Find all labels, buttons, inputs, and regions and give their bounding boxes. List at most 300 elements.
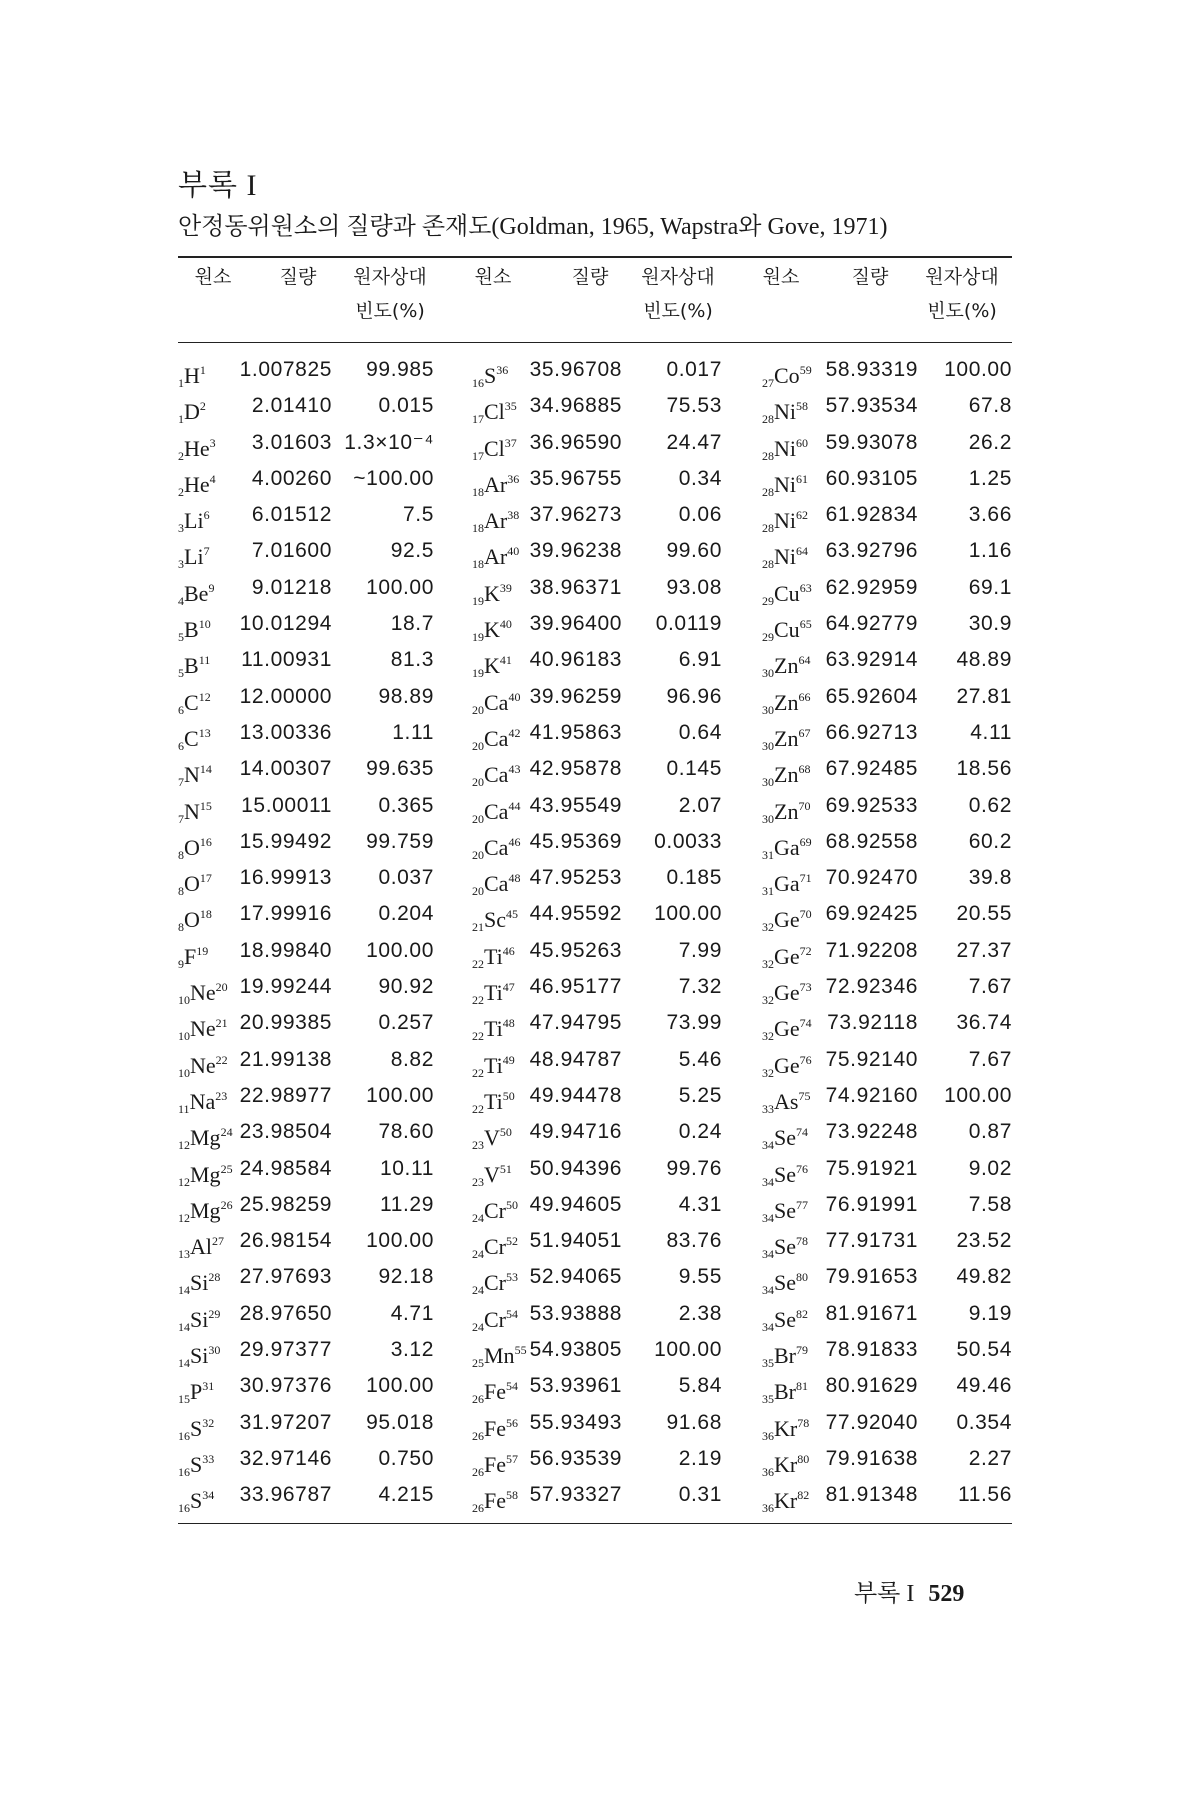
relative-abundance: 11.29 (380, 1192, 434, 1216)
table-row (178, 425, 1012, 461)
element-symbol: Ni (774, 435, 796, 461)
element-symbol: Ti (484, 943, 503, 969)
table-body (178, 352, 1012, 1514)
element-symbol: Cl (484, 399, 505, 425)
element-symbol: S (190, 1415, 203, 1441)
mass-number: 30 (208, 1343, 221, 1358)
mass-number: 64 (796, 544, 808, 559)
atomic-number: 16 (178, 1428, 190, 1443)
atomic-number: 30 (762, 702, 774, 717)
isotope-mass: 35.96755 (529, 466, 622, 490)
isotope-mass: 49.94716 (529, 1120, 622, 1144)
relative-abundance: 36.74 (956, 1011, 1012, 1035)
table-row (178, 570, 1012, 606)
isotope-mass: 39.96238 (529, 539, 622, 563)
element-symbol: Co (774, 363, 800, 388)
relative-abundance: 1.11 (392, 720, 434, 744)
element-symbol: Br (774, 1379, 796, 1405)
relative-abundance: 0.0119 (655, 612, 722, 636)
table-bottom-rule (178, 1523, 1012, 1524)
element-symbol: He (184, 471, 210, 497)
atomic-number: 19 (472, 666, 484, 681)
isotope-mass: 74.92160 (825, 1083, 918, 1107)
mass-number: 33 (202, 1451, 215, 1466)
mass-number: 63 (799, 580, 812, 595)
element-symbol: Ti (484, 1016, 503, 1042)
element-symbol: Se (774, 1306, 796, 1332)
table-row (178, 1259, 1012, 1298)
element-symbol: Ne (190, 1052, 216, 1078)
mass-number: 58 (796, 399, 808, 414)
relative-abundance: 0.037 (378, 866, 434, 890)
header-mass: 질량 (571, 266, 609, 288)
relative-abundance: 0.24 (678, 1120, 722, 1144)
atomic-number: 30 (762, 811, 774, 826)
table-row (178, 1441, 1012, 1477)
header-mass: 질량 (279, 266, 317, 288)
atomic-number: 29 (762, 593, 774, 608)
mass-number: 3 (209, 435, 216, 450)
element-symbol: S (190, 1488, 203, 1514)
isotope-mass: 1.007825 (239, 358, 332, 381)
relative-abundance: 0.015 (378, 394, 434, 418)
isotope-mass: 50.94396 (529, 1156, 622, 1180)
atomic-number: 20 (472, 738, 484, 753)
isotope-mass: 59.93078 (825, 430, 918, 454)
mass-number: 78 (797, 1415, 810, 1430)
isotope-mass: 44.95592 (529, 902, 622, 926)
element-symbol: Kr (774, 1488, 798, 1514)
header-element: 원소 (762, 266, 800, 288)
mass-number: 66 (798, 689, 811, 704)
relative-abundance: 99.759 (366, 829, 434, 853)
mass-number: 78 (796, 1234, 808, 1249)
table-row (178, 388, 1012, 427)
mass-number: 48 (502, 1016, 515, 1031)
atomic-number: 32 (762, 1029, 774, 1044)
atomic-number: 24 (472, 1247, 484, 1262)
element-symbol: Ga (774, 871, 800, 897)
atomic-number: 24 (472, 1283, 484, 1298)
mass-number: 2 (199, 399, 206, 414)
element-symbol: Ca (484, 689, 509, 715)
atomic-number: 32 (762, 993, 774, 1008)
isotope-mass: 40.96183 (529, 648, 622, 672)
element-symbol: Zn (774, 689, 799, 715)
atomic-number: 3 (178, 557, 184, 572)
atomic-number: 8 (178, 847, 184, 862)
mass-number: 42 (508, 725, 521, 740)
element-symbol: O (184, 871, 200, 897)
isotope-mass: 39.96259 (529, 684, 622, 708)
element-symbol: Si (190, 1270, 209, 1296)
mass-number: 23 (215, 1088, 228, 1103)
relative-abundance: 8.82 (390, 1047, 434, 1071)
isotope-mass: 20.99385 (239, 1011, 332, 1035)
isotope-mass: 64.92779 (825, 612, 918, 636)
atomic-number: 36 (762, 1428, 774, 1443)
isotope-mass: 6.01512 (251, 503, 332, 527)
relative-abundance: 100.00 (654, 902, 722, 926)
atomic-number: 2 (178, 484, 184, 499)
header-abundance-unit: 빈도(%) (355, 300, 425, 322)
isotope-mass: 77.92040 (825, 1410, 918, 1434)
mass-number: 46 (508, 834, 521, 849)
element-symbol: Ge (774, 1052, 800, 1078)
element-symbol: Li (184, 508, 204, 534)
atomic-number: 23 (472, 1174, 484, 1189)
mass-number: 44 (508, 798, 521, 813)
relative-abundance: 0.185 (666, 866, 722, 890)
mass-number: 71 (799, 871, 812, 886)
table-row (178, 824, 1012, 860)
relative-abundance: 4.215 (378, 1483, 434, 1507)
isotope-mass: 13.00336 (239, 720, 332, 744)
isotope-mass: 28.97650 (239, 1301, 332, 1325)
mass-number: 81 (796, 1379, 808, 1394)
relative-abundance: 0.31 (678, 1483, 722, 1507)
table-row (178, 715, 1012, 751)
isotope-mass: 37.96273 (529, 503, 622, 527)
element-symbol: B (184, 653, 199, 679)
atomic-number: 24 (472, 1319, 484, 1334)
atomic-number: 26 (472, 1464, 484, 1479)
mass-number: 49 (502, 1052, 515, 1067)
isotope-mass: 57.93327 (529, 1483, 622, 1507)
header-element: 원소 (194, 266, 232, 288)
atomic-number: 33 (762, 1101, 774, 1116)
mass-number: 70 (798, 798, 811, 813)
element-symbol: C (184, 725, 199, 751)
isotope-symbol (472, 1477, 518, 1526)
mass-number: 40 (507, 544, 520, 559)
atomic-number: 32 (762, 956, 774, 971)
mass-number: 26 (220, 1197, 233, 1212)
element-symbol: B (184, 617, 199, 643)
relative-abundance: 7.99 (678, 938, 722, 962)
element-symbol: Ge (774, 980, 800, 1006)
element-symbol: K (484, 653, 500, 679)
element-symbol: Ne (190, 980, 216, 1006)
isotope-mass: 2.01410 (251, 394, 332, 418)
relative-abundance: 3.66 (968, 503, 1012, 527)
atomic-number: 28 (762, 557, 774, 572)
element-symbol: Ar (484, 471, 508, 497)
mass-number: 70 (799, 907, 812, 922)
isotope-mass: 73.92118 (827, 1011, 918, 1035)
isotope-mass: 45.95263 (529, 938, 622, 962)
atomic-number: 34 (762, 1247, 774, 1262)
mass-number: 82 (797, 1488, 810, 1503)
isotope-mass: 48.94787 (529, 1047, 622, 1071)
atomic-number: 34 (762, 1210, 774, 1225)
isotope-mass: 61.92834 (825, 503, 918, 527)
element-symbol: Ge (774, 1016, 800, 1042)
atomic-number: 34 (762, 1319, 774, 1334)
page-footer (854, 1573, 1012, 1608)
atomic-number: 29 (762, 630, 774, 645)
relative-abundance: 5.84 (678, 1374, 722, 1398)
element-symbol: Fe (484, 1451, 506, 1477)
atomic-number: 23 (472, 1138, 484, 1153)
isotope-mass: 72.92346 (825, 975, 918, 999)
relative-abundance: 83.76 (666, 1229, 722, 1253)
relative-abundance: 7.67 (968, 975, 1012, 999)
relative-abundance: 99.985 (366, 358, 434, 381)
header-abundance-unit: 빈도(%) (643, 300, 713, 322)
isotope-mass: 27.97693 (239, 1265, 332, 1289)
mass-number: 4 (209, 471, 216, 486)
atomic-number: 28 (762, 412, 774, 427)
isotope-mass: 78.91833 (825, 1338, 918, 1362)
element-symbol: Zn (774, 725, 799, 751)
mass-number: 75 (798, 1088, 811, 1103)
element-symbol: P (190, 1379, 203, 1405)
isotope-mass: 11.00931 (241, 648, 332, 672)
table-row (178, 1332, 1012, 1371)
relative-abundance: 100.00 (366, 1374, 434, 1398)
relative-abundance: 0.257 (378, 1011, 434, 1035)
atomic-number: 12 (178, 1210, 190, 1225)
atomic-number: 28 (762, 484, 774, 499)
page-title: 부록 I (178, 169, 258, 202)
element-symbol: Cr (484, 1270, 506, 1296)
element-symbol: Ca (484, 834, 509, 860)
atomic-number: 20 (472, 847, 484, 862)
table-row (178, 1187, 1012, 1223)
isotope-mass: 22.98977 (239, 1083, 332, 1107)
relative-abundance: 0.354 (956, 1410, 1012, 1434)
atomic-number: 8 (178, 920, 184, 935)
relative-abundance: 2.27 (968, 1446, 1012, 1470)
element-symbol: O (184, 907, 200, 933)
mass-number: 51 (499, 1161, 512, 1176)
mass-number: 24 (220, 1125, 233, 1140)
isotope-mass: 15.00011 (241, 793, 332, 817)
atomic-number: 20 (472, 702, 484, 717)
element-symbol: Ni (774, 471, 796, 497)
element-symbol: Fe (484, 1415, 506, 1441)
element-symbol: Ti (484, 1088, 503, 1114)
element-symbol: Na (189, 1088, 216, 1114)
relative-abundance: 0.64 (678, 720, 722, 744)
mass-number: 62 (796, 508, 808, 523)
element-symbol: K (484, 617, 500, 643)
table-row (178, 933, 1012, 969)
relative-abundance: 99.635 (366, 757, 434, 781)
relative-abundance: 50.54 (956, 1338, 1012, 1362)
relative-abundance: ~100.00 (353, 466, 434, 490)
isotope-mass: 49.94478 (529, 1083, 622, 1107)
isotope-mass: 24.98584 (239, 1156, 332, 1180)
isotope-mass: 34.96885 (529, 394, 622, 418)
atomic-number: 4 (178, 593, 184, 608)
mass-number: 17 (199, 871, 212, 886)
mass-number: 38 (507, 508, 520, 523)
isotope-mass: 57.93534 (825, 394, 918, 418)
mass-number: 68 (798, 762, 811, 777)
isotope-mass: 75.92140 (825, 1047, 918, 1071)
table-caption: 안정동위원소의 질량과 존재도(Goldman, 1965, Wapstra와 Gove, 1971) (178, 214, 888, 240)
element-symbol: Ca (484, 798, 509, 824)
mass-number: 32 (202, 1415, 215, 1430)
table-row (178, 860, 1012, 899)
isotope-mass: 36.96590 (529, 430, 622, 454)
relative-abundance: 10.11 (380, 1156, 434, 1180)
element-symbol: S (484, 363, 497, 388)
isotope-mass: 3.01603 (251, 430, 332, 454)
relative-abundance: 95.018 (366, 1410, 434, 1434)
isotope-mass: 42.95878 (529, 757, 622, 781)
atomic-number: 7 (178, 811, 184, 826)
atomic-number: 15 (178, 1392, 190, 1407)
atomic-number: 17 (472, 412, 484, 427)
mass-number: 36 (507, 471, 520, 486)
relative-abundance: 48.89 (956, 648, 1012, 672)
table-row (178, 642, 1012, 681)
table-row (178, 751, 1012, 790)
relative-abundance: 73.99 (666, 1011, 722, 1035)
isotope-mass: 65.92604 (825, 684, 918, 708)
isotope-mass: 68.92558 (825, 829, 918, 853)
mass-number: 55 (514, 1343, 527, 1358)
atomic-number: 22 (472, 956, 484, 971)
mass-number: 18 (199, 907, 212, 922)
atomic-number: 26 (472, 1392, 484, 1407)
isotope-mass: 45.95369 (529, 829, 622, 853)
mass-number: 77 (796, 1197, 808, 1212)
relative-abundance: 2.07 (678, 793, 722, 817)
atomic-number: 20 (472, 884, 484, 899)
atomic-number: 34 (762, 1138, 774, 1153)
atomic-number: 11 (178, 1101, 190, 1116)
isotope-mass: 39.96400 (529, 612, 622, 636)
element-symbol: Ge (774, 943, 800, 969)
mass-number: 61 (796, 471, 808, 486)
isotope-mass: 79.91653 (825, 1265, 918, 1289)
isotope-mass: 16.99913 (239, 866, 332, 890)
mass-number: 20 (215, 980, 228, 995)
element-symbol: Se (774, 1125, 796, 1151)
element-symbol: V (484, 1125, 500, 1151)
atomic-number: 17 (472, 448, 484, 463)
element-symbol: Ti (484, 980, 503, 1006)
relative-abundance: 99.76 (666, 1156, 722, 1180)
relative-abundance: 78.60 (378, 1120, 434, 1144)
isotope-mass: 47.94795 (529, 1011, 622, 1035)
header-mass: 질량 (851, 266, 889, 288)
isotope-symbol (178, 1477, 214, 1526)
atomic-number: 21 (472, 920, 484, 935)
table-row (178, 497, 1012, 536)
table-row (178, 1296, 1012, 1332)
mass-number: 19 (196, 943, 209, 958)
relative-abundance: 1.25 (968, 466, 1012, 490)
isotope-mass: 32.97146 (239, 1446, 332, 1470)
isotope-mass: 10.01294 (239, 612, 332, 636)
header-abundance: 원자상대 (641, 266, 715, 288)
element-symbol: Cu (774, 580, 800, 606)
relative-abundance: 3.12 (390, 1338, 434, 1362)
element-symbol: Mg (190, 1161, 221, 1187)
element-symbol: Cu (774, 617, 800, 643)
mass-number: 56 (506, 1415, 518, 1430)
relative-abundance: 0.365 (378, 793, 434, 817)
isotope-mass: 76.91991 (825, 1192, 918, 1216)
element-symbol: Mg (190, 1197, 221, 1223)
element-symbol: He (184, 435, 210, 461)
isotope-mass: 35.96708 (529, 358, 622, 381)
mass-number: 14 (199, 762, 212, 777)
mass-number: 76 (796, 1161, 808, 1176)
table-row (178, 533, 1012, 572)
element-symbol: As (774, 1088, 799, 1114)
atomic-number: 6 (178, 702, 184, 717)
table-row (178, 1405, 1012, 1441)
relative-abundance: 96.96 (666, 684, 722, 708)
isotope-mass: 19.99244 (239, 975, 332, 999)
atomic-number: 32 (762, 920, 774, 935)
relative-abundance: 81.3 (390, 648, 434, 672)
mass-number: 76 (799, 1052, 812, 1067)
atomic-number: 28 (762, 448, 774, 463)
relative-abundance: 23.52 (956, 1229, 1012, 1253)
isotope-mass: 63.92914 (825, 648, 918, 672)
element-symbol: Mn (484, 1343, 515, 1369)
mass-number: 72 (799, 943, 812, 958)
mass-number: 73 (799, 980, 812, 995)
relative-abundance: 100.00 (366, 1229, 434, 1253)
relative-abundance: 1.3×10⁻⁴ (344, 430, 434, 454)
mass-number: 52 (506, 1234, 518, 1249)
mass-number: 43 (508, 762, 521, 777)
mass-number: 47 (502, 980, 515, 995)
element-symbol: Al (190, 1234, 212, 1260)
atomic-number: 19 (472, 630, 484, 645)
isotope-mass: 55.93493 (529, 1410, 622, 1434)
mass-number: 46 (502, 943, 515, 958)
mass-number: 10 (198, 617, 211, 632)
element-symbol: Zn (774, 798, 799, 824)
isotope-mass: 9.01218 (251, 575, 332, 599)
isotope-mass: 71.92208 (825, 938, 918, 962)
atomic-number: 25 (472, 1356, 484, 1371)
mass-number: 1 (199, 363, 206, 377)
isotope-mass: 69.92533 (825, 793, 918, 817)
atomic-number: 34 (762, 1283, 774, 1298)
atomic-number: 36 (762, 1464, 774, 1479)
isotope-mass: 47.95253 (529, 866, 622, 890)
isotope-mass: 67.92485 (825, 757, 918, 781)
mass-number: 41 (499, 653, 512, 668)
isotope-mass: 26.98154 (239, 1229, 332, 1253)
element-symbol: N (184, 762, 200, 788)
atomic-number: 6 (178, 738, 184, 753)
relative-abundance: 4.31 (678, 1192, 722, 1216)
element-symbol: O (184, 834, 200, 860)
page-number: 529 (928, 1581, 965, 1607)
relative-abundance: 39.8 (968, 866, 1012, 890)
relative-abundance: 93.08 (666, 575, 722, 599)
mass-number: 12 (198, 689, 211, 704)
isotope-mass: 53.93961 (529, 1374, 622, 1398)
relative-abundance: 69.1 (968, 575, 1012, 599)
table-header (178, 262, 1012, 340)
header-abundance-unit: 빈도(%) (927, 300, 997, 322)
header-abundance: 원자상대 (925, 266, 999, 288)
mass-number: 45 (506, 907, 518, 922)
isotope-mass: 70.92470 (825, 866, 918, 890)
